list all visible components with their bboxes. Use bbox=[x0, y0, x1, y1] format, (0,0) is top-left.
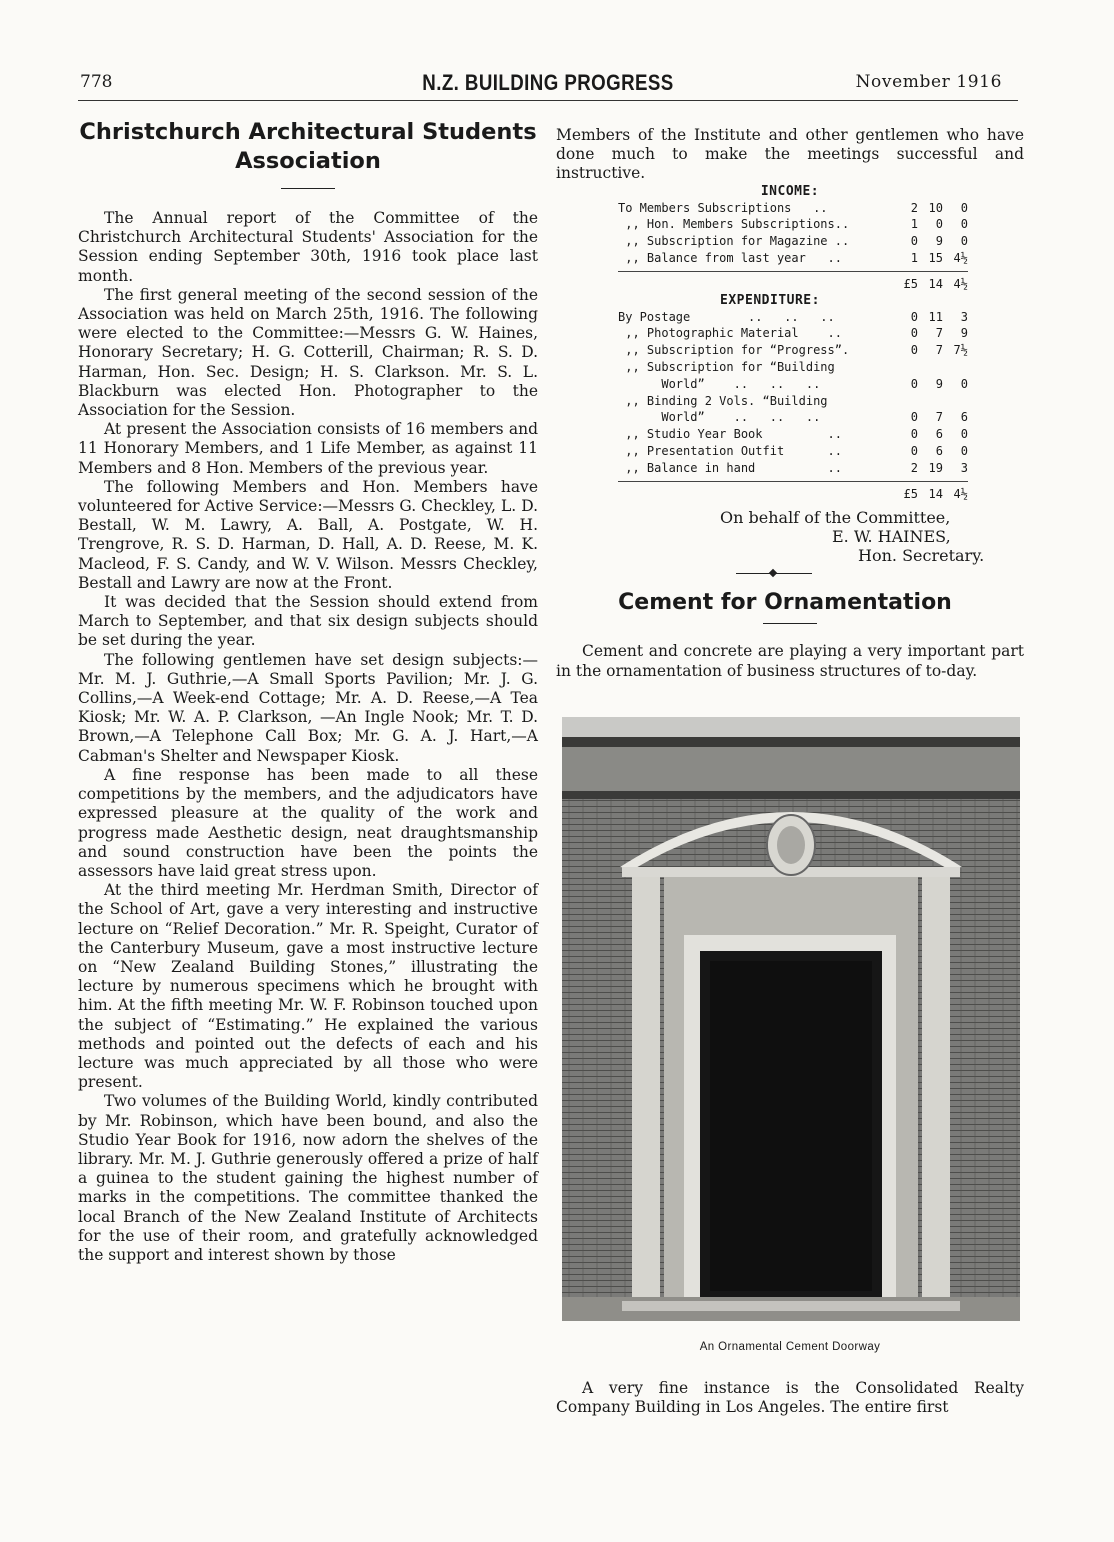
amount-pence: 6 bbox=[960, 410, 968, 425]
total-pounds: £5 bbox=[903, 276, 918, 291]
account-row bbox=[618, 200, 968, 217]
signature-title: Hon. Secretary. bbox=[858, 546, 985, 566]
account-item-label: ,, Balance from last year .. bbox=[618, 251, 842, 265]
amount-pounds: 1 bbox=[910, 217, 918, 232]
page-header bbox=[78, 70, 1018, 101]
title-rule bbox=[763, 623, 817, 624]
photo-caption: An Ornamental Cement Doorway bbox=[699, 1340, 881, 1353]
amount-shillings: 0 bbox=[935, 217, 943, 232]
article-intro bbox=[556, 642, 1024, 680]
amount-pounds: 0 bbox=[910, 326, 918, 341]
amount-shillings: 6 bbox=[935, 443, 943, 458]
total-shillings: 14 bbox=[928, 276, 943, 291]
account-item-label: By Postage .. .. .. bbox=[618, 309, 835, 324]
account-row bbox=[618, 309, 968, 326]
account-row bbox=[618, 216, 968, 233]
doorway-photograph bbox=[562, 717, 1020, 1321]
paragraph: The Annual report of the Committee of the Christchurch Architectural Students' Association for the Session ending September 30th, 1916 took place last month. bbox=[78, 209, 538, 285]
expenditure-heading: EXPENDITURE: bbox=[720, 292, 820, 308]
account-row bbox=[618, 426, 968, 443]
amount-shillings: 15 bbox=[928, 251, 943, 265]
amount-pounds: 0 bbox=[910, 234, 918, 249]
paragraph: Cement and concrete are playing a very important part in the ornamentation of business structures of to-day. bbox=[556, 642, 1024, 680]
account-amount bbox=[890, 325, 968, 342]
amount-pounds: 0 bbox=[910, 443, 918, 458]
right-column bbox=[556, 126, 1024, 1417]
signature-name: E. W. HAINES, bbox=[832, 527, 951, 547]
amount-shillings: 7 bbox=[935, 410, 943, 425]
expenditure-table bbox=[618, 309, 968, 503]
account-row bbox=[618, 460, 968, 477]
amount-pounds: 2 bbox=[910, 460, 918, 475]
amount-pence: 3 bbox=[960, 460, 968, 475]
paragraph: A very fine instance is the Consolidated Realty Company Building in Los Angeles. The entire first bbox=[556, 1378, 1024, 1416]
amount-pence: 0 bbox=[960, 376, 968, 391]
title-rule bbox=[281, 188, 335, 189]
account-item-label: ,, Subscription for Magazine .. bbox=[618, 234, 850, 249]
amount-pence: 4½ bbox=[953, 251, 968, 265]
amount-pence: 0 bbox=[960, 234, 968, 249]
amount-shillings: 19 bbox=[928, 460, 943, 475]
account-amount bbox=[890, 200, 968, 217]
total-pence: 4½ bbox=[953, 276, 968, 291]
account-row bbox=[618, 393, 968, 427]
account-row bbox=[618, 342, 968, 359]
amount-pence: 7½ bbox=[953, 343, 968, 358]
paragraph: The first general meeting of the second session of the Association was held on March 25th, 1916. The following were elected to the Committee:—Messrs G. W. Haines, Honorary Secretary; H. G. Cotterill, Chairman; R. S. D. Harman, Hon. Sec. Design; H. S. Clarkson. Mr. S. L. Blackburn was elected Hon. Photographer to the Association for the Session. bbox=[78, 285, 538, 420]
account-amount bbox=[890, 250, 968, 267]
issue-date: November 1916 bbox=[855, 72, 1002, 92]
account-row bbox=[618, 325, 968, 342]
amount-pounds: 0 bbox=[910, 410, 918, 425]
paragraph: At present the Association consists of 16 members and 11 Honorary Members, and 1 Life Member, as against 11 Members and 8 Hon. Members of the previous year. bbox=[78, 420, 538, 477]
paragraph: Members of the Institute and other gentlemen who have done much to make the meetings successful and instructive. bbox=[556, 126, 1024, 183]
publication-title: N.Z. BUILDING PROGRESS bbox=[422, 70, 674, 95]
article-closing bbox=[556, 1379, 1024, 1417]
account-row bbox=[618, 250, 968, 267]
paragraph: A fine response has been made to all these competitions by the members, and the adjudicators have expressed pleasure at the quality of the work and progress made Aesthetic design, neat draughtsmanship and sound construction have been the points the assessors have laid great stress upon. bbox=[78, 765, 538, 880]
amount-shillings: 9 bbox=[935, 234, 943, 249]
article-title: Christchurch Architectural Students Association bbox=[79, 119, 537, 174]
account-item-label: ,, Subscription for “Progress”. bbox=[618, 343, 850, 358]
amount-shillings: 7 bbox=[935, 343, 943, 358]
account-total bbox=[890, 486, 968, 503]
section-separator bbox=[736, 573, 812, 574]
account-amount bbox=[890, 359, 968, 393]
amount-pence: 0 bbox=[960, 427, 968, 442]
account-amount bbox=[890, 460, 968, 477]
signature-line: On behalf of the Committee, bbox=[720, 508, 951, 528]
income-table bbox=[618, 200, 968, 293]
total-pence: 4½ bbox=[953, 486, 968, 501]
article-title: Cement for Ornamentation bbox=[618, 590, 952, 616]
paragraph: At the third meeting Mr. Herdman Smith, Director of the School of Art, gave a very interesting and instructive lecture on “Relief Decoration.” Mr. R. Speight, Curator of the Canterbury Museum, gave a most instructive lecture on “New Zealand Building Stones,” illustrating the lecture by numerous specimens which he brought with him. At the fifth meeting Mr. W. F. Robinson touched upon the subject of “Estimating.” He explained the various methods and pointed out the defects of each and his lecture was much appreciated by all those who were present. bbox=[78, 881, 538, 1092]
total-shillings: 14 bbox=[928, 486, 943, 501]
signature-block bbox=[556, 508, 1024, 565]
article-body-continued bbox=[556, 126, 1024, 184]
account-row bbox=[618, 443, 968, 460]
paragraph: Two volumes of the Building World, kindly contributed by Mr. Robinson, which have been bound, and also the Studio Year Book for 1916, now adorn the shelves of the library. Mr. M. J. Guthrie generously offered a prize of half a guinea to the student gaining the highest number of marks in the competitions. The committee thanked the local Branch of the New Zealand Institute of Architects for the use of their room, and gratefully acknowledged the support and interest shown by those bbox=[78, 1092, 538, 1264]
amount-pence: 0 bbox=[960, 217, 968, 232]
account-amount bbox=[890, 309, 968, 326]
account-item-label: To Members Subscriptions .. bbox=[618, 200, 828, 215]
amount-pence: 0 bbox=[960, 443, 968, 458]
amount-pence: 3 bbox=[960, 309, 968, 324]
amount-pence: 9 bbox=[960, 326, 968, 341]
account-amount bbox=[890, 393, 968, 427]
account-total-row bbox=[618, 271, 968, 293]
account-row bbox=[618, 233, 968, 250]
total-pounds: £5 bbox=[903, 486, 918, 501]
amount-shillings: 10 bbox=[928, 200, 943, 215]
amount-pounds: 2 bbox=[910, 200, 918, 215]
account-amount bbox=[890, 443, 968, 460]
page-number: 778 bbox=[80, 72, 113, 92]
account-item-label: ,, Binding 2 Vols. “Building World” .. .. .. bbox=[625, 393, 828, 425]
account-item-label: ,, Studio Year Book .. bbox=[618, 427, 842, 442]
doorway-photo-image bbox=[562, 717, 1020, 1321]
amount-shillings: 9 bbox=[935, 376, 943, 391]
paragraph: The following Members and Hon. Members have volunteered for Active Service:—Messrs G. Checkley, L. D. Bestall, W. M. Lawry, A. Ball, A. Postgate, W. H. Trengrove, R. S. D. Harman, D. Hall, A. D. Reese, M. K. Macleod, F. S. Candy, and W. V. Wilson. Messrs Checkley, Bestall and Lawry are now at the Front. bbox=[78, 477, 538, 592]
account-total-row bbox=[618, 481, 968, 503]
amount-pounds: 0 bbox=[910, 309, 918, 324]
income-heading: INCOME: bbox=[760, 183, 820, 199]
amount-pounds: 0 bbox=[910, 427, 918, 442]
amount-shillings: 6 bbox=[935, 427, 943, 442]
account-item-label: ,, Hon. Members Subscriptions.. bbox=[618, 217, 850, 232]
left-column bbox=[78, 118, 538, 1265]
account-amount bbox=[890, 426, 968, 443]
amount-pounds: 0 bbox=[910, 343, 918, 358]
account-total bbox=[890, 276, 968, 293]
account-item-label: ,, Presentation Outfit .. bbox=[618, 443, 842, 458]
amount-pence: 0 bbox=[960, 200, 968, 215]
account-item-label: ,, Photographic Material .. bbox=[618, 326, 842, 341]
article-body bbox=[78, 209, 538, 1265]
amount-shillings: 11 bbox=[928, 309, 943, 324]
account-amount bbox=[890, 216, 968, 233]
account-row bbox=[618, 359, 968, 393]
amount-pounds: 0 bbox=[910, 376, 918, 391]
amount-pounds: 1 bbox=[910, 251, 918, 265]
account-item-label: ,, Balance in hand .. bbox=[618, 460, 842, 475]
amount-shillings: 7 bbox=[935, 326, 943, 341]
paragraph: It was decided that the Session should extend from March to September, and that six design subjects should be set during the year. bbox=[78, 593, 538, 650]
account-amount bbox=[890, 342, 968, 359]
paragraph: The following gentlemen have set design subjects:—Mr. M. J. Guthrie,—A Small Sports Pavilion; Mr. J. G. Collins,—A Week-end Cottage; Mr. A. D. Reese,—A Tea Kiosk; Mr. W. A. P. Clarkson, —An Ingle Nook; Mr. T. D. Brown,—A Telephone Call Box; Mr. G. A. J. Hart,—A Cabman's Shelter and Newspaper Kiosk. bbox=[78, 650, 538, 765]
account-amount bbox=[890, 233, 968, 250]
account-item-label: ,, Subscription for “Building World” .. .. .. bbox=[625, 359, 835, 391]
